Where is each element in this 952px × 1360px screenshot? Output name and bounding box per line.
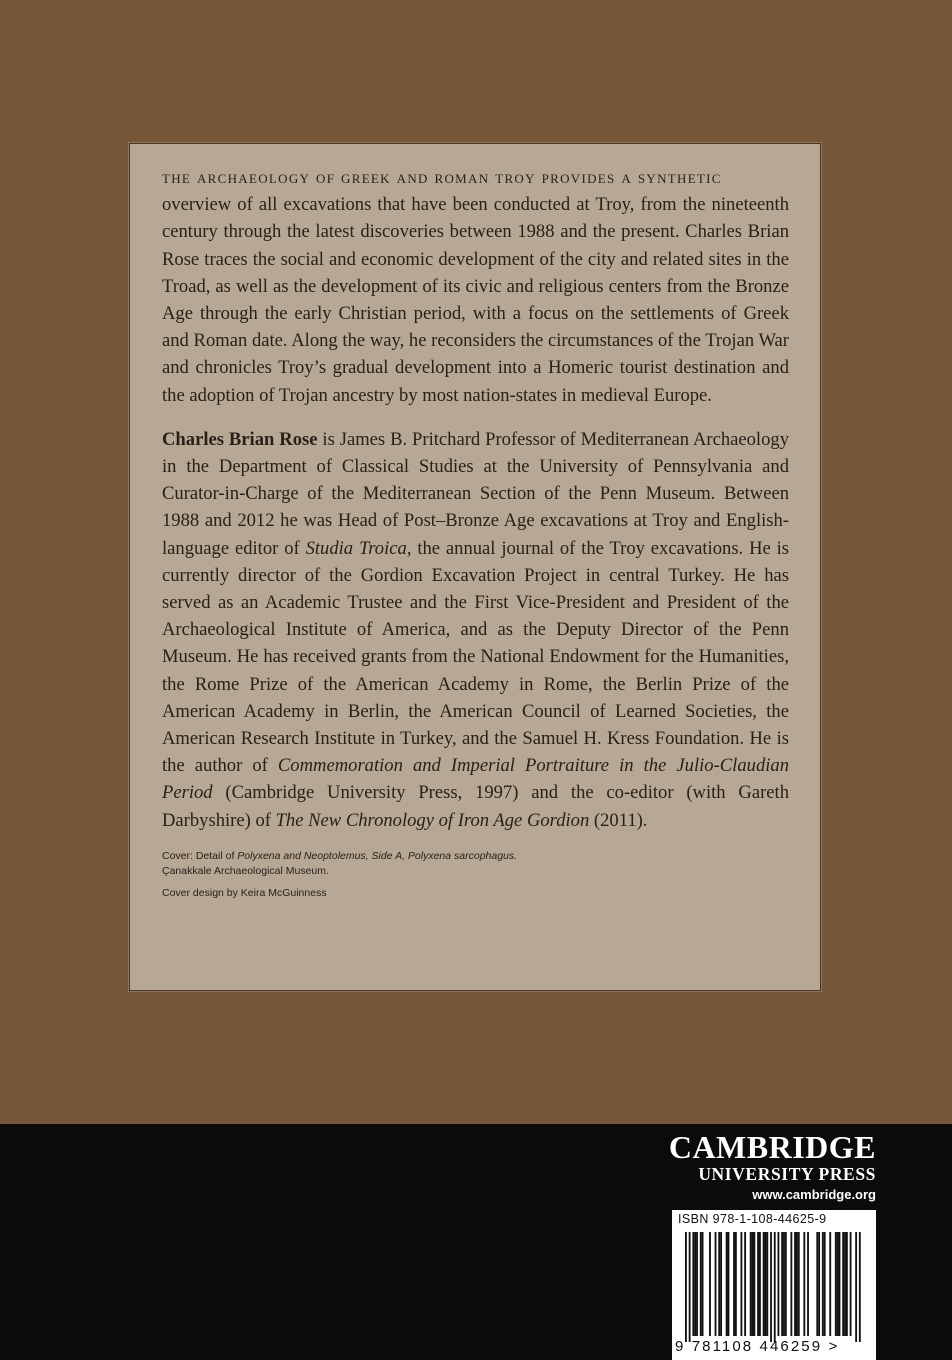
barcode-bar [778, 1232, 780, 1336]
barcode-bar [733, 1232, 735, 1336]
barcode-bar [694, 1232, 696, 1336]
barcode-bar [741, 1232, 743, 1336]
barcode-bar [696, 1232, 698, 1336]
barcode-digits: 9 781108 446259 > [675, 1338, 840, 1355]
barcode-bar [720, 1232, 722, 1336]
barcode-bar [689, 1232, 691, 1342]
barcode-bar [816, 1232, 818, 1336]
cover-credit-museum: Çanakkale Archaeological Museum. [162, 864, 329, 877]
barcode-bar [844, 1232, 846, 1336]
barcode-bar [702, 1232, 704, 1336]
bio-journal-title: Studia Troica [305, 537, 407, 559]
description-lead: the archaeology of greek and roman troy provides a synthetic [162, 167, 722, 187]
barcode-bar [794, 1232, 796, 1336]
barcode-bar [824, 1232, 826, 1336]
barcode-bar [850, 1232, 852, 1336]
publisher-name: CAMBRIDGE [668, 1129, 876, 1165]
barcode-bar [855, 1232, 857, 1342]
bio-text-2: , the annual journal of the Troy excavations. He is currently director of the Gordion Excavation Project in central Turkey. He has served as an Academic Trustee and the First Vice-President and President of the Archaeological Institute of America, and as the Deputy Director of the Penn Museum. He has received grants from the National Endowment for the Humanities, the Rome Prize of the American Academy in Rome, the Berlin Prize of the American Academy in Berlin, the American Council of Learned Societies, the American Research Institute in Turkey, and the Samuel H. Kress Foundation. He is the author of [162, 537, 790, 777]
barcode-bar [842, 1232, 844, 1336]
barcode-bar [744, 1232, 746, 1336]
bio-text-1: is James B. Pritchard Professor of Mediterranean Archaeology in the Department of Classical Studies at the University of Pennsylvania and Curator-in-Charge of the Mediterranean Section of the Penn Museum. Between 1988 and 2012 he was Head of Post–Bronze Age excavations at Troy and English-language editor of [162, 428, 789, 559]
publisher-url: www.cambridge.org [752, 1187, 876, 1202]
barcode-bar [803, 1232, 805, 1336]
bio-book-title-1: Commemoration and Imperial Portraiture in the Julio-Claudian Period [162, 755, 789, 804]
barcode-bar [752, 1232, 754, 1336]
barcode-bar [715, 1232, 717, 1336]
barcode [672, 1210, 876, 1360]
barcode-bar [818, 1232, 820, 1336]
cover-credit [162, 849, 789, 879]
barcode-bar [807, 1232, 809, 1336]
barcode-bar [829, 1232, 831, 1336]
barcode-bar [709, 1232, 711, 1336]
barcode-bar [728, 1232, 730, 1336]
bio-text-3: (Cambridge University Press, 1997) and the co-editor (with Gareth Darbyshire) of [162, 782, 789, 831]
description-paragraph [162, 164, 789, 409]
barcode-bar [759, 1232, 761, 1336]
barcode-bar [770, 1232, 772, 1342]
barcode-bar [796, 1232, 798, 1336]
barcode-bar [785, 1232, 787, 1336]
author-bio-paragraph [162, 426, 789, 834]
barcode-bar [700, 1232, 702, 1336]
barcode-bar [763, 1232, 765, 1336]
barcode-bar [846, 1232, 848, 1336]
description-text: overview of all excavations that have been conducted at Troy, from the nineteenth century through the latest discoveries between 1988 and the present. Charles Brian Rose traces the social and economic development of the city and related sites in the Troad, as well as the development of its civic and religious centers from the Bronze Age through the early Christian period, with a focus on the settlements of Greek and Roman date. Along the way, he reconsiders the circumstances of the Trojan War and chronicles Troy’s gradual development into a Homeric tourist destination and the adoption of Trojan ancestry by most nation-states in medieval Europe. [162, 194, 789, 406]
publisher-logo [616, 1130, 876, 1206]
back-cover-panel [129, 143, 821, 991]
barcode-bar [766, 1232, 768, 1336]
design-credit: Cover design by Keira McGuinness [162, 886, 327, 899]
barcode-bar [757, 1232, 759, 1336]
barcode-bar [781, 1232, 783, 1336]
bio-text-4: (2011). [589, 809, 648, 831]
barcode-bar [765, 1232, 767, 1336]
cover-credit-prefix: Cover: Detail of [162, 849, 238, 862]
barcode-bar [753, 1232, 755, 1336]
barcode-bar [835, 1232, 837, 1336]
barcode-bar [798, 1232, 800, 1336]
cover-credit-title: Polyxena and Neoptolemus, Side A, Polyxena sarcophagus. [237, 849, 518, 862]
barcode-bar [822, 1232, 824, 1336]
barcode-bar [774, 1232, 776, 1342]
barcode-bar [692, 1232, 694, 1336]
publisher-subtitle: UNIVERSITY PRESS [698, 1164, 876, 1184]
barcode-bar [837, 1232, 839, 1336]
author-name: Charles Brian Rose [162, 428, 318, 450]
barcode-bar [685, 1232, 687, 1342]
barcode-bar [750, 1232, 752, 1336]
barcode-bar [790, 1232, 792, 1336]
barcode-bar [859, 1232, 861, 1342]
credits [162, 849, 789, 901]
barcode-bar [735, 1232, 737, 1336]
bio-book-title-2: The New Chronology of Iron Age Gordion [275, 809, 590, 831]
barcode-bar [839, 1232, 841, 1336]
isbn-label: ISBN 978-1-108-44625-9 [678, 1212, 827, 1226]
barcode-bar [783, 1232, 785, 1336]
barcode-bar [726, 1232, 728, 1336]
barcode-bar [718, 1232, 720, 1336]
